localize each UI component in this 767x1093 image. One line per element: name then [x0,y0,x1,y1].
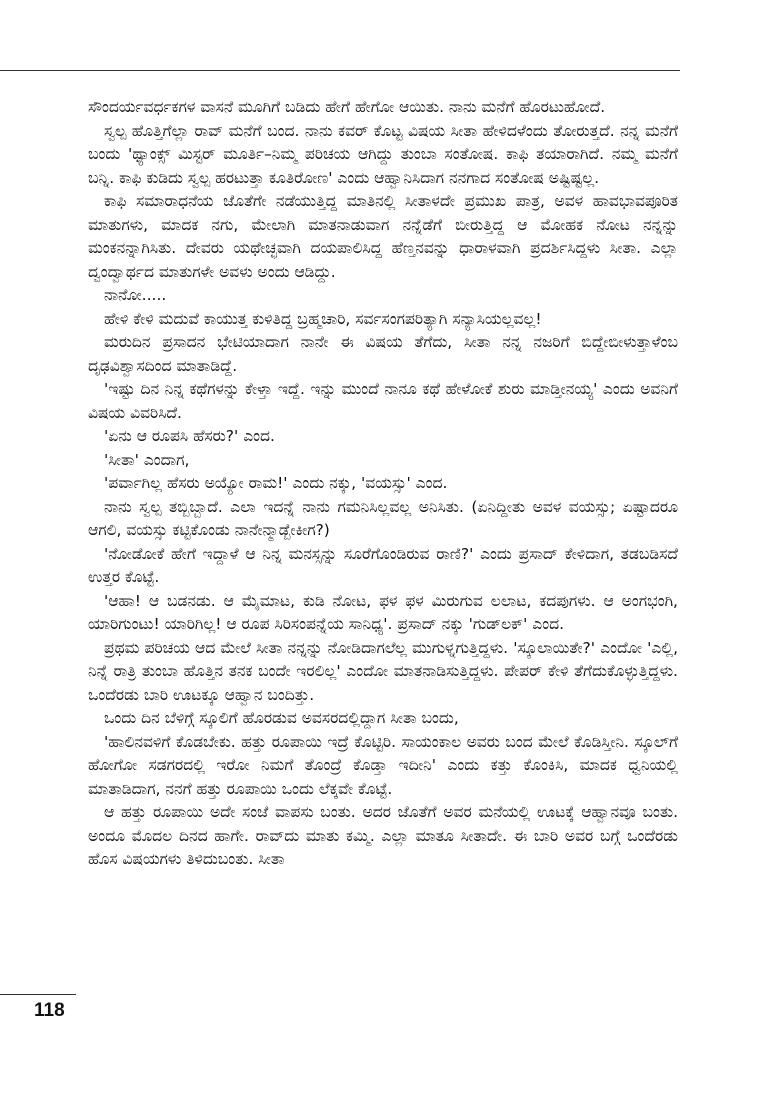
paragraph: ಹೇಳಿ ಕೇಳಿ ಮದುವೆ ಕಾಯುತ್ತ ಕುಳಿತಿದ್ದ ಬ್ರಹ್ಮಚಾರಿ, ಸರ್ವಸಂಗಪರಿತ್ಯಾಗಿ ಸನ್ಯಾಸಿಯಲ್ಲವಲ್ಲ! [104,309,542,328]
paragraph: 'ಹಾಲಿನವಳಿಗೆ ಕೊಡಬೇಕು. ಹತ್ತು ರೂಪಾಯಿ ಇದ್ರೆ ಕೊಟ್ಟಿರಿ. ಸಾಯಂಕಾಲ ಅವರು ಬಂದ ಮೇಲೆ ಕೊಡಿಸ್ತೀನಿ. ಸ್ಕೂಲ್‌ಗೆ ಹೋಗೋ ಸಡಗರದಲ್ಲಿ ಇರೋ ನಿಮಗೆ ತೊಂದ್ರೆ ಕೊಡ್ತಾ ಇದೀನಿ' ಎಂದು ಕತ್ತು ಕೊಂಕಿಸಿ, ಮಾದಕ ಧ್ವನಿಯಲ್ಲಿ ಮಾತಾಡಿದಾಗ, ನನಗೆ ಹತ್ತು ರೂಪಾಯಿ ಒಂದು ಲೆಕ್ಕವೇ ಕೊಟ್ಟೆ. [88,732,678,798]
paragraph: 'ಇಷ್ಟು ದಿನ ನಿನ್ನ ಕಥೆಗಳನ್ನು ಕೇಳ್ತಾ ಇದ್ದೆ. ಇನ್ನು ಮುಂದೆ ನಾನೂ ಕಥೆ ಹೇಳೋಕೆ ಶುರು ಮಾಡ್ತೀನಯ್ಯ' ಎಂದು ಅವನಿಗೆ ವಿಷಯ ವಿವರಿಸಿದೆ. [88,380,678,422]
paragraph: ಸ್ವಲ್ಪ ಹೊತ್ತಿಗೆಲ್ಲಾ ರಾವ್ ಮನೆಗೆ ಬಂದ. ನಾನು ಕವರ್ ಕೊಟ್ಟ ವಿಷಯ ಸೀತಾ ಹೇಳಿದಳೆಂದು ತೋರುತ್ತದೆ. ನನ್ನ ಮನೆಗೆ ಬಂದು 'ಥ್ಯಾಂಕ್ಸ್ ಮಿಸ್ಟರ್ ಮೂರ್ತಿ–ನಿಮ್ಮ ಪರಿಚಯ ಆಗಿದ್ದು ತುಂಬಾ ಸಂತೋಷ. ಕಾಫಿ ತಯಾರಾಗಿದೆ. ನಮ್ಮ ಮನೆಗೆ ಬನ್ನಿ. ಕಾಫಿ ಕುಡಿದು ಸ್ವಲ್ಪ ಹರಟುತ್ತಾ ಕೂತಿರೋಣ' ಎಂದು ಆಹ್ವಾನಿಸಿದಾಗ ನನಗಾದ ಸಂತೋಷ ಅಷ್ಟಿಷ್ಟಲ್ಲ. [88,121,678,187]
paragraph: 'ಸೀತಾ' ಎಂದಾಗ, [104,450,190,469]
paragraph: 'ಏನು ಆ ರೂಪಸಿ ಹೆಸರು?' ಎಂದ. [104,427,275,445]
footer-rule [0,994,76,995]
page-number: 118 [34,1000,65,1021]
paragraph: ಕಾಫಿ ಸಮಾರಾಧನೆಯ ಜೊತೆಗೇ ನಡೆಯುತ್ತಿದ್ದ ಮಾತಿನಲ್ಲಿ ಸೀತಾಳದೇ ಪ್ರಮುಖ ಪಾತ್ರ, ಅವಳ ಹಾವಭಾವಪೂರಿತ ಮಾತುಗಳು, ಮಾದಕ ನಗು, ಮೇಲಾಗಿ ಮಾತನಾಡುವಾಗ ನನ್ನೆಡೆಗೆ ಬೀರುತ್ತಿದ್ದ ಆ ಮೋಹಕ ನೋಟ ನನ್ನನ್ನು ಮಂಕನನ್ನಾಗಿಸಿತು. ದೇವರು ಯಥೇಚ್ಛವಾಗಿ ದಯಪಾಲಿಸಿದ್ದ ಹೆಣ್ತನವನ್ನು ಧಾರಾಳವಾಗಿ ಪ್ರದರ್ಶಿಸಿದ್ದಳು ಸೀತಾ. ಎಲ್ಲಾ ದ್ವಂದ್ವಾರ್ಥದ ಮಾತುಗಳೇ ಅವಳು ಅಂದು ಆಡಿದ್ದು. [88,192,678,281]
paragraph: ನಾನೋ..... [104,286,167,304]
body-text [88,96,678,872]
paragraph: 'ನೋಡೋಕೆ ಹೇಗೆ ಇದ್ದಾಳೆ ಆ ನಿನ್ನ ಮನಸ್ಸನ್ನು ಸೂರೆಗೊಂಡಿರುವ ರಾಣಿ?' ಎಂದು ಪ್ರಸಾದ್ ಕೇಳಿದಾಗ, ತಡಬಡಿಸದೆ ಉತ್ತರ ಕೊಟ್ಟೆ. [88,544,678,586]
paragraph: ಒಂದು ದಿನ ಬೆಳಿಗ್ಗೆ ಸ್ಕೂಲಿಗೆ ಹೊರಡುವ ಅವಸರದಲ್ಲಿದ್ದಾಗ ಸೀತಾ ಬಂದು, [104,709,459,727]
paragraph: ಮರುದಿನ ಪ್ರಸಾದನ ಭೇಟಿಯಾದಾಗ ನಾನೇ ಈ ವಿಷಯ ತೆಗೆದು, ಸೀತಾ ನನ್ನ ನಜರಿಗೆ ಬಿದ್ದೇಬೀಳುತ್ತಾಳೆಂಬ ದೃಢವಿಶ್ವಾಸದಿಂದ ಮಾತಾಡಿದ್ದೆ. [88,333,678,375]
paragraph: ನಾನು ಸ್ವಲ್ಪ ತಬ್ಬಿಬ್ಬಾದೆ. ಎಲಾ ಇದನ್ನೆ ನಾನು ಗಮನಿಸಿಲ್ಲವಲ್ಲ ಅನಿಸಿತು. (ಏನಿದ್ದೀತು ಅವಳ ವಯಸ್ಸು; ಏಷ್ಟಾದರೂ ಆಗಲಿ, ವಯಸ್ಸು ಕಟ್ಟಿಕೊಂಡು ನಾನೇನ್ಮಾಡ್ಬೇಕೀಗ?) [88,497,678,539]
paragraph: 'ಆಹಾ! ಆ ಬಡನಡು. ಆ ಮೈಮಾಟ, ಕುಡಿ ನೋಟ, ಫಳ ಫಳ ಮಿರುಗುವ ಲಲಾಟ, ಕದಪುಗಳು. ಆ ಅಂಗಭಂಗಿ, ಯಾರಿಗುಂಟು! ಯಾರಿಗಿಲ್ಲ! ಆ ರೂಪ ಸಿರಿಸಂಪನ್ನೆಯ ಸಾನಿಧ್ಯ'. ಪ್ರಸಾದ್ ನಕ್ಕು 'ಗುಡ್‌ಲಕ್' ಎಂದ. [88,591,678,633]
paragraph: ಸೌಂದರ್ಯವರ್ಧಕಗಳ ವಾಸನೆ ಮೂಗಿಗೆ ಬಡಿದು ಹೇಗೆ ಹೇಗೋ ಆಯಿತು. ನಾನು ಮನೆಗೆ ಹೊರಟುಹೋದೆ. [88,98,606,116]
paragraph: ಪ್ರಥಮ ಪರಿಚಯ ಆದ ಮೇಲೆ ಸೀತಾ ನನ್ನನ್ನು ನೋಡಿದಾಗಲೆಲ್ಲ ಮುಗುಳ್ನಗುತ್ತಿದ್ದಳು. 'ಸ್ಕೂಲಾಯಿತೇ?' ಎಂದೋ 'ಎಲ್ಲಿ, ನಿನ್ನೆ ರಾತ್ರಿ ತುಂಬಾ ಹೊತ್ತಿನ ತನಕ ಬಂದೇ ಇರಲಿಲ್ಲ' ಎಂದೋ ಮಾತನಾಡಿಸುತ್ತಿದ್ದಳು. ಪೇಪರ್ ಕೇಳಿ ತೆಗೆದುಕೊಳ್ಳುತ್ತಿದ್ದಳು. ಒಂದೆರಡು ಬಾರಿ ಊಟಕ್ಕೂ ಆಹ್ವಾನ ಬಂದಿತ್ತು. [88,638,678,704]
header-rule [0,70,680,71]
paragraph: ಆ ಹತ್ತು ರೂಪಾಯಿ ಅದೇ ಸಂಜೆ ವಾಪಸು ಬಂತು. ಅದರ ಜೊತೆಗೆ ಅವರ ಮನೆಯಲ್ಲಿ ಊಟಕ್ಕೆ ಆಹ್ವಾನವೂ ಬಂತು. ಅಂದೂ ಮೊದಲ ದಿನದ ಹಾಗೇ. ರಾವ್‌ದು ಮಾತು ಕಮ್ಮಿ. ಎಲ್ಲಾ ಮಾತೂ ಸೀತಾದೇ. ಈ ಬಾರಿ ಅವರ ಬಗ್ಗೆ ಒಂದೆರಡು ಹೊಸ ವಿಷಯಗಳು ತಿಳಿದುಬಂತು. ಸೀತಾ [88,803,678,868]
paragraph: 'ಪರ್ವಾಗಿಲ್ಲ ಹೆಸರು ಅಯ್ಯೋ ರಾಮ!' ಎಂದು ನಕ್ಕು, 'ವಯಸ್ಸು' ಎಂದ. [104,474,448,492]
